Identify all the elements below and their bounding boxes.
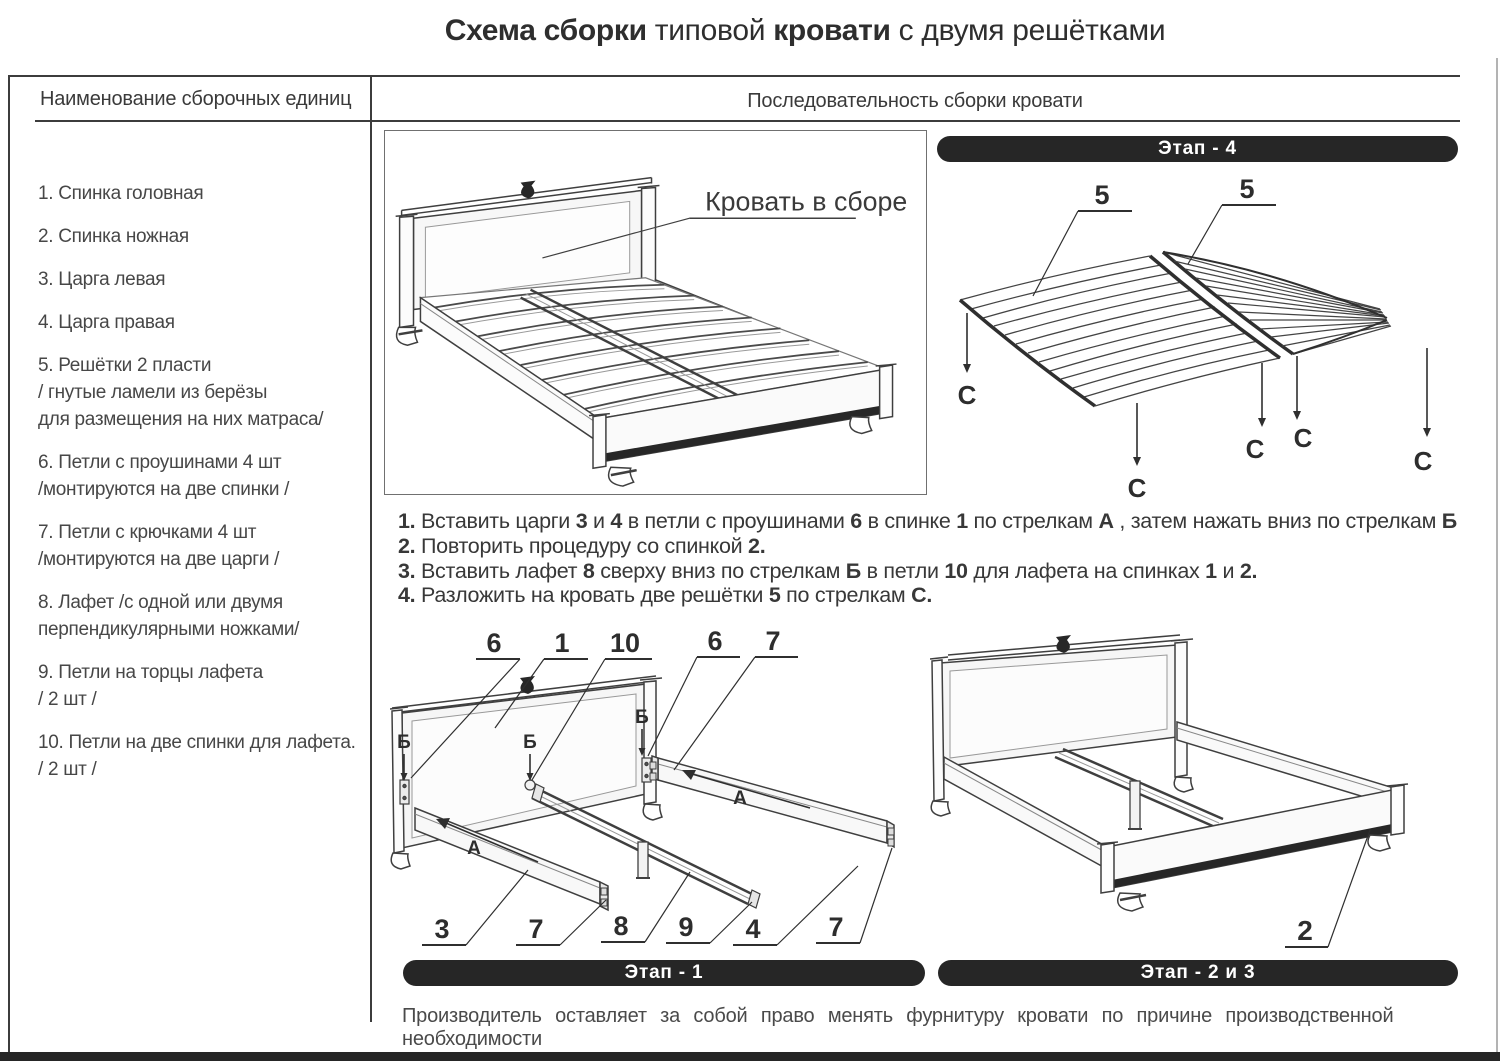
text-segment: по стрелкам bbox=[967, 509, 1099, 533]
text-segment: 2. bbox=[398, 533, 416, 558]
text-segment: Повторить процедуру со спинкой bbox=[415, 533, 749, 558]
arrow-label-c: С bbox=[1413, 446, 1433, 476]
stage23-drawing-area bbox=[930, 615, 1500, 955]
callout-4: 4 bbox=[745, 914, 761, 944]
slat-bases-drawing bbox=[935, 168, 1465, 513]
text-segment: С. bbox=[911, 583, 932, 608]
callout-1: 1 bbox=[554, 628, 570, 658]
text-segment: 1. bbox=[398, 509, 416, 533]
callout-2: 2 bbox=[1297, 915, 1313, 946]
arrow-c-group bbox=[963, 313, 1431, 466]
callout-3: 3 bbox=[434, 914, 450, 944]
arrow-label-a: А bbox=[467, 838, 481, 859]
stage23-badge: Этап - 2 и 3 bbox=[938, 960, 1458, 986]
text-segment: по стрелкам bbox=[780, 583, 912, 608]
slat-base-right bbox=[1163, 252, 1391, 354]
parts-list bbox=[38, 180, 364, 799]
assembly-instructions bbox=[398, 509, 1464, 608]
text-segment: Разложить на кровать две решётки bbox=[415, 583, 769, 608]
column-separator bbox=[370, 75, 372, 1022]
text-segment: А bbox=[1098, 509, 1114, 533]
text-segment: с двумя решётками bbox=[890, 14, 1166, 47]
part-item: 3. Царга левая bbox=[38, 269, 166, 290]
text-segment: 2. bbox=[748, 533, 766, 558]
part-item: 6. Петли с проушинами 4 шт /монтируются на две спинки / bbox=[38, 452, 290, 500]
text-segment: Схема сборки bbox=[444, 14, 647, 47]
callout-9: 9 bbox=[678, 912, 694, 942]
callout-7: 7 bbox=[528, 914, 544, 944]
text-segment: 4 bbox=[610, 509, 623, 533]
arrow-label-b: Б bbox=[523, 732, 537, 753]
instruction-line bbox=[398, 534, 1464, 559]
stage4-badge: Этап - 4 bbox=[937, 136, 1458, 162]
arrow-label-c: С bbox=[957, 380, 977, 410]
text-segment: 8 bbox=[582, 558, 595, 583]
part-item: 1. Спинка головная bbox=[38, 183, 204, 204]
text-segment: кровати bbox=[773, 14, 891, 47]
bed-frame-drawing bbox=[930, 615, 1500, 955]
text-segment: 4. bbox=[398, 583, 416, 608]
headboard-finial bbox=[521, 181, 536, 199]
text-segment: 10 bbox=[944, 558, 968, 583]
text-segment: 6 bbox=[850, 509, 862, 533]
assembled-bed-drawing bbox=[385, 131, 925, 493]
top-divider bbox=[8, 75, 1460, 77]
part-item: 10. Петли на две спинки для лафета. / 2 шт / bbox=[38, 732, 356, 780]
text-segment: Вставить царги bbox=[415, 509, 576, 533]
text-segment: 3. bbox=[398, 558, 416, 583]
text-segment: Вставить лафет bbox=[415, 558, 583, 583]
part-item: 8. Лафет /с одной или двумя перпендикулярными ножками/ bbox=[38, 592, 300, 640]
callout-6: 6 bbox=[707, 626, 723, 656]
arrow-label-c: С bbox=[1293, 423, 1313, 453]
text-segment: в спинке bbox=[861, 509, 957, 533]
left-column-header: Наименование сборочных единиц bbox=[40, 88, 352, 110]
stage1-drawing-area bbox=[390, 618, 930, 955]
assembled-bed-box bbox=[384, 130, 927, 495]
arrow-label-a: А bbox=[733, 788, 747, 809]
instruction-line bbox=[398, 559, 1464, 584]
text-segment: для лафета на спинках bbox=[967, 558, 1206, 583]
exploded-parts-drawing bbox=[390, 618, 930, 955]
arrow-label-b: Б bbox=[397, 732, 411, 753]
instruction-line bbox=[398, 583, 1464, 608]
text-segment: в петли bbox=[860, 558, 945, 583]
text-segment: Б bbox=[1441, 509, 1457, 533]
text-segment: типовой bbox=[646, 14, 774, 47]
stage1-badge: Этап - 1 bbox=[403, 960, 925, 986]
text-segment: в петли с проушинами bbox=[622, 509, 851, 533]
text-segment: 1 bbox=[956, 509, 968, 533]
text-segment: Б bbox=[845, 558, 861, 583]
arrow-label-c: С bbox=[1127, 473, 1147, 503]
arrow-label-c: С bbox=[1245, 434, 1265, 464]
part-item: 4. Царга правая bbox=[38, 312, 175, 333]
footer-note: Производитель оставляет за собой право менять фурнитуру кровати по причине производственной необходимости bbox=[402, 1005, 1394, 1050]
text-segment: 1 bbox=[1205, 558, 1217, 583]
callout-5-left: 5 bbox=[1094, 180, 1110, 210]
text-segment: 5 bbox=[768, 583, 781, 608]
part-item: 9. Петли на торцы лафета / 2 шт / bbox=[38, 662, 263, 710]
slat-base-left bbox=[960, 256, 1280, 406]
right-column-header: Последовательность сборки кровати bbox=[747, 90, 1083, 112]
lafet-beam bbox=[1055, 749, 1223, 829]
callout-7: 7 bbox=[765, 626, 781, 656]
left-border bbox=[8, 75, 10, 1056]
callout-8: 8 bbox=[613, 911, 629, 941]
arrow-label-b: Б bbox=[635, 707, 649, 728]
stage4-drawing-area bbox=[935, 168, 1465, 513]
callout-7: 7 bbox=[828, 912, 844, 942]
part-item: 2. Спинка ножная bbox=[38, 226, 189, 247]
callout-10: 10 bbox=[609, 628, 641, 658]
callout-5-right: 5 bbox=[1239, 174, 1255, 204]
part-item: 5. Решётки 2 пласти / гнутые ламели из берёзы для размещения на них матраса/ bbox=[38, 355, 324, 430]
text-segment: 3 bbox=[575, 509, 588, 533]
text-segment: сверху вниз по стрелкам bbox=[594, 558, 846, 583]
text-segment: и bbox=[1216, 558, 1240, 583]
text-segment: , затем нажать вниз по стрелкам bbox=[1113, 509, 1442, 533]
callout-6: 6 bbox=[486, 628, 502, 658]
instruction-line bbox=[398, 509, 1464, 534]
header-underline bbox=[35, 120, 1460, 122]
text-segment: и bbox=[587, 509, 611, 533]
assembled-bed-label: Кровать в сборе bbox=[705, 186, 908, 217]
text-segment: 2. bbox=[1239, 558, 1258, 583]
bottom-band bbox=[0, 1052, 1500, 1061]
part-item: 7. Петли с крючками 4 шт /монтируются на две царги / bbox=[38, 522, 280, 570]
page-title bbox=[0, 14, 1500, 48]
